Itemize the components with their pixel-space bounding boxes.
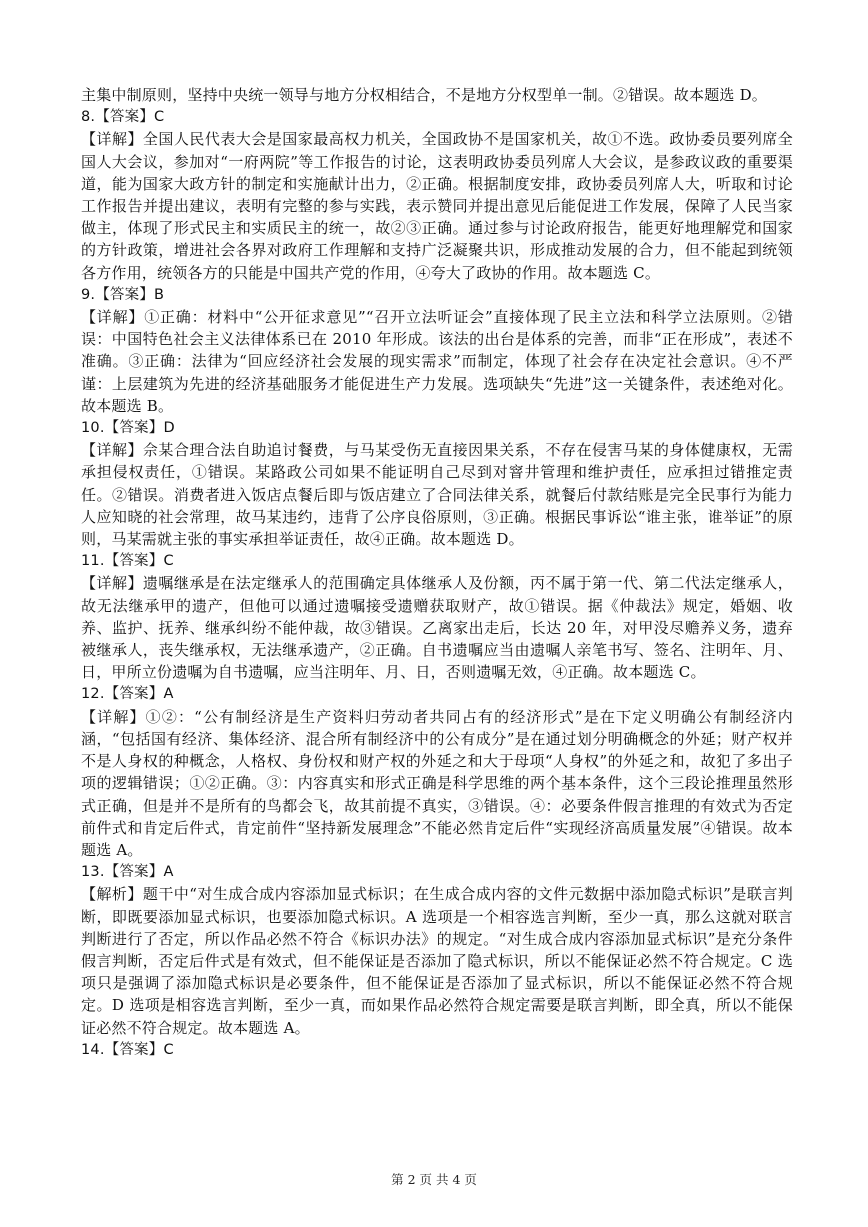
explanation-9: 【详解】①正确：材料中“公开征求意见”“召开立法听证会”直接体现了民主立法和科学立法原则。②错误：中国特色社会主义法律体系已在 2010 年形成。该法的出台是体系的完善，而非“正在形成”，表述不准确。③正确：法律为“回应经济社会发展的现实需求”而制定，体现了社会存在决定社会意识。④不严谨：上层建筑为先进的经济基础服务才能促进生产力发展。选项缺失“先进”这一关键条件，表述绝对化。故本题选 B。: [81, 308, 793, 415]
answer-heading-13: 13.【答案】A: [81, 864, 174, 881]
answer-heading-11: 11.【答案】C: [81, 553, 174, 570]
explanation-12: 【详解】①②：“公有制经济是生产资料归劳动者共同占有的经济形式”是在下定义明确公有制经济内涵，“包括国有经济、集体经济、混合所有制经济中的公有成分”是在通过划分明确概念的外延；财产权并不是人身权的种概念，人格权、身份权和财产权的外延之和大于母项“人身权”的外延之和，故犯了多出子项的逻辑错误；①②正确。③：内容真实和形式正确是科学思维的两个基本条件，这个三段论推理虽然形式正确，但是并不是所有的鸟都会飞，故其前提不真实，③错误。④：必要条件假言推理的有效式为否定前件式和肯定后件式，肯定前件“坚持新发展理念”不能必然肯定后件“实现经济高质量发展”④错误。故本题选 A。: [81, 707, 793, 859]
answer-heading-12: 12.【答案】A: [81, 686, 174, 703]
answer-heading-14: 14.【答案】C: [81, 1041, 174, 1058]
answer-heading-8: 8.【答案】C: [81, 109, 165, 126]
document-body: [81, 84, 793, 1061]
explanation-13: 【解析】题干中“对生成合成内容添加显式标识；在生成合成内容的文件元数据中添加隐式标识”是联言判断，即既要添加显式标识，也要添加隐式标识。A 选项是一个相容选言判断，至少一真，那么这就对联言判断进行了否定，所以作品必然不符合《标识办法》的规定。“对生成合成内容添加显式标识”是充分条件假言判断，否定后件式是有效式，但不能保证是否添加了隐式标识，所以不能保证必然不符合规定。C 选项只是强调了添加隐式标识是必要条件，但不能保证是否添加了显式标识，所以不能保证必然不符合规定。D 选项是相容选言判断，至少一真，而如果作品必然符合规定需要是联言判断，即全真，所以不能保证必然不符合规定。故本题选 A。: [81, 885, 793, 1037]
answer-heading-9: 9.【答案】B: [81, 286, 165, 303]
explanation-8: 【详解】全国人民代表大会是国家最高权力机关，全国政协不是国家机关，故①不选。政协委员要列席全国人大会议，参加对“一府两院”等工作报告的讨论，这表明政协委员列席人大会议，是参政议政的重要渠道，能为国家大政方针的制定和实施献计出力，②正确。根据制度安排，政协委员列席人大，听取和讨论工作报告并提出建议，表明有完整的参与实践，表示赞同并提出意见后能促进工作发展，保障了人民当家做主，体现了形式民主和实质民主的统一，故②③正确。通过参与讨论政府报告，能更好地理解党和国家的方针政策，增进社会各界对政府工作理解和支持广泛凝聚共识，形成推动发展的合力，但不能起到统领各方作用，统领各方的只能是中国共产党的作用，④夸大了政协的作用。故本题选 C。: [81, 130, 793, 282]
explanation-10: 【详解】佘某合理合法自助追讨餐费，与马某受伤无直接因果关系，不存在侵害马某的身体健康权，无需承担侵权责任，①错误。某路政公司如果不能证明自己尽到对窨井管理和维护责任，应承担过错推定责任。②错误。消费者进入饭店点餐后即与饭店建立了合同法律关系，就餐后付款结账是完全民事行为能力人应知晓的社会常理，故马某违约，违背了公序良俗原则，③正确。根据民事诉讼“谁主张，谁举证”的原则，马某需就主张的事实承担举证责任，故④正确。故本题选 D。: [81, 441, 793, 549]
explanation-11: 【详解】遗嘱继承是在法定继承人的范围确定具体继承人及份额，丙不属于第一代、第二代法定继承人，故无法继承甲的遗产，但他可以通过遗嘱接受遗赠获取财产，故①错误。据《仲裁法》规定，婚姻、收养、监护、抚养、继承纠纷不能仲裁，故③错误。乙离家出走后，长达 20 年，对甲没尽赡养义务，遗弃被继承人，丧失继承权，无法继承遗产，②正确。自书遗嘱应当由遗嘱人亲笔书写、签名、注明年、月、日，甲所立份遗嘱为自书遗嘱，应当注明年、月、日，否则遗嘱无效，④正确。故本题选 C。: [81, 574, 793, 682]
answer-heading-10: 10.【答案】D: [81, 420, 175, 437]
page-footer: 第 2 页 共 4 页: [391, 1172, 477, 1187]
paragraph-continuation: 主集中制原则，坚持中央统一领导与地方分权相结合，不是地方分权型单一制。②错误。故本题选 D。: [81, 86, 767, 104]
